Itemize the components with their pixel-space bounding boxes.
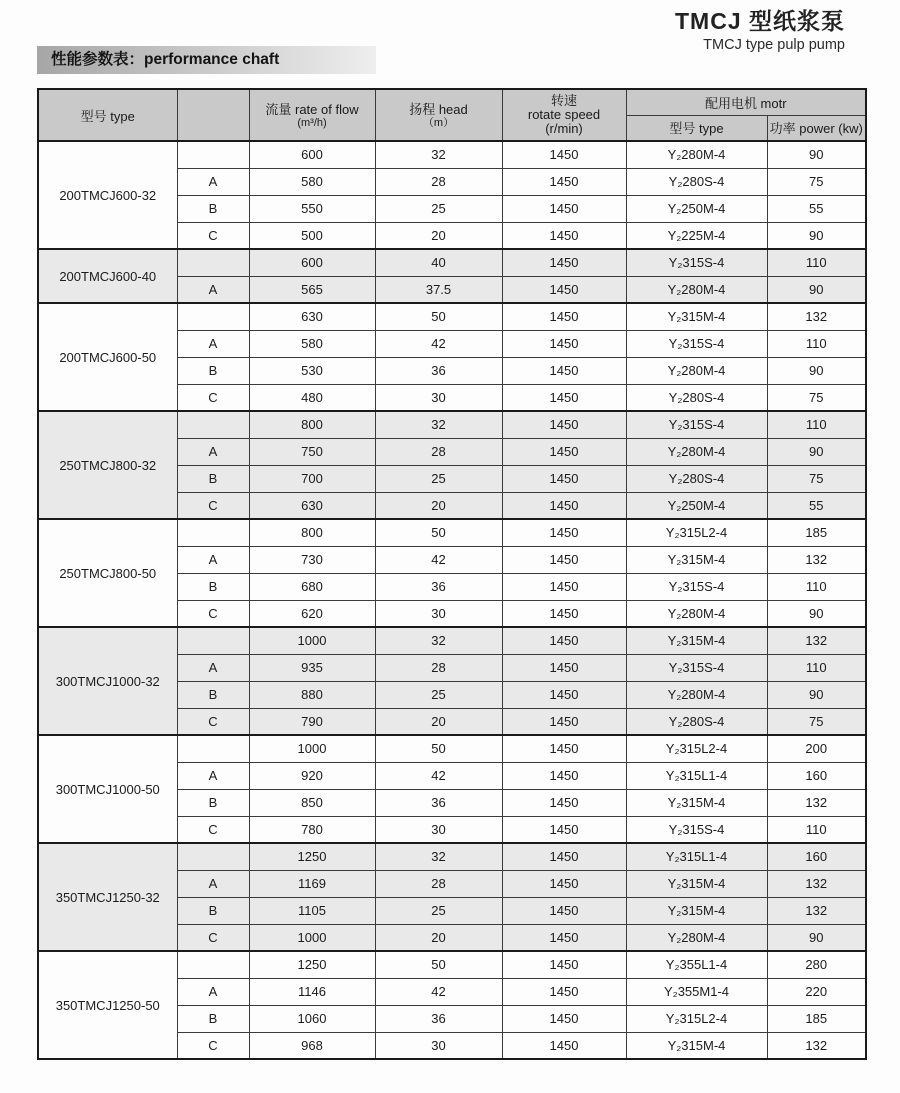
cell-power: 110 [767,330,866,357]
cell-motor: Y₂280S-4 [626,708,767,735]
cell-power: 160 [767,762,866,789]
cell-power: 110 [767,654,866,681]
cell-speed: 1450 [502,411,626,438]
cell-motor: Y₂315L2-4 [626,735,767,762]
cell-head: 28 [375,438,502,465]
cell-head: 36 [375,357,502,384]
cell-motor: Y₂315L1-4 [626,843,767,870]
cell-flow: 850 [249,789,375,816]
cell-power: 90 [767,600,866,627]
cell-head: 28 [375,654,502,681]
cell-speed: 1450 [502,1032,626,1059]
cell-flow: 1169 [249,870,375,897]
header-head-unit: （m） [422,116,455,129]
cell-flow: 880 [249,681,375,708]
cell-head: 20 [375,222,502,249]
cell-flow: 1000 [249,924,375,951]
header-variant [177,89,249,141]
cell-speed: 1450 [502,708,626,735]
cell-motor: Y₂280M-4 [626,141,767,168]
cell-variant: A [177,168,249,195]
cell-head: 30 [375,384,502,411]
header-speed-en: rotate speed [527,107,601,122]
cell-speed: 1450 [502,870,626,897]
cell-head: 20 [375,924,502,951]
cell-speed: 1450 [502,438,626,465]
table-row [38,141,866,168]
cell-flow: 920 [249,762,375,789]
cell-variant: A [177,276,249,303]
cell-power: 110 [767,249,866,276]
cell-speed: 1450 [502,141,626,168]
cell-power: 110 [767,816,866,843]
cell-head: 20 [375,708,502,735]
page-title: TMCJ 型纸浆泵 [675,8,845,34]
cell-flow: 935 [249,654,375,681]
cell-power: 200 [767,735,866,762]
cell-speed: 1450 [502,816,626,843]
cell-motor: Y₂315L1-4 [626,762,767,789]
cell-variant [177,627,249,654]
cell-head: 25 [375,195,502,222]
cell-variant [177,303,249,330]
cell-flow: 790 [249,708,375,735]
cell-motor: Y₂250M-4 [626,492,767,519]
cell-head: 36 [375,1005,502,1032]
cell-flow: 1250 [249,951,375,978]
cell-flow: 1250 [249,843,375,870]
cell-motor: Y₂315M-4 [626,546,767,573]
cell-motor: Y₂315S-4 [626,330,767,357]
cell-power: 280 [767,951,866,978]
header-motor-group: 配用电机 motr [626,89,866,115]
cell-motor: Y₂280S-4 [626,384,767,411]
header-speed-unit: (r/min) [545,121,583,136]
cell-motor: Y₂280S-4 [626,168,767,195]
model-cell: 250TMCJ800-32 [38,411,177,519]
cell-motor: Y₂315S-4 [626,411,767,438]
cell-head: 42 [375,330,502,357]
cell-flow: 1060 [249,1005,375,1032]
cell-head: 37.5 [375,276,502,303]
cell-speed: 1450 [502,195,626,222]
cell-motor: Y₂280M-4 [626,681,767,708]
model-cell: 200TMCJ600-32 [38,141,177,249]
header-head [375,89,502,141]
cell-head: 25 [375,465,502,492]
cell-speed: 1450 [502,735,626,762]
cell-motor: Y₂315L2-4 [626,1005,767,1032]
cell-motor: Y₂315M-4 [626,1032,767,1059]
cell-flow: 565 [249,276,375,303]
cell-variant: A [177,438,249,465]
cell-variant [177,141,249,168]
cell-motor: Y₂315M-4 [626,789,767,816]
cell-flow: 1000 [249,627,375,654]
cell-flow: 730 [249,546,375,573]
cell-speed: 1450 [502,1005,626,1032]
cell-flow: 630 [249,492,375,519]
cell-power: 90 [767,681,866,708]
cell-power: 110 [767,573,866,600]
cell-power: 75 [767,168,866,195]
cell-power: 132 [767,870,866,897]
cell-speed: 1450 [502,357,626,384]
cell-variant [177,951,249,978]
cell-head: 50 [375,519,502,546]
cell-variant: C [177,492,249,519]
cell-head: 28 [375,168,502,195]
header-flow-label: 流量 rate of flow [265,101,359,117]
cell-power: 132 [767,303,866,330]
cell-speed: 1450 [502,978,626,1005]
cell-power: 220 [767,978,866,1005]
header-motor-type: 型号 type [626,115,767,141]
model-cell: 200TMCJ600-50 [38,303,177,411]
cell-motor: Y₂280S-4 [626,465,767,492]
cell-head: 36 [375,789,502,816]
model-cell: 250TMCJ800-50 [38,519,177,627]
cell-variant [177,411,249,438]
cell-head: 50 [375,735,502,762]
cell-flow: 1105 [249,897,375,924]
cell-flow: 680 [249,573,375,600]
cell-variant: A [177,546,249,573]
cell-motor: Y₂315M-4 [626,897,767,924]
cell-motor: Y₂355L1-4 [626,951,767,978]
cell-motor: Y₂315M-4 [626,627,767,654]
cell-motor: Y₂315S-4 [626,249,767,276]
section-header [37,46,376,74]
cell-power: 75 [767,465,866,492]
cell-motor: Y₂250M-4 [626,195,767,222]
cell-head: 40 [375,249,502,276]
cell-head: 50 [375,303,502,330]
cell-power: 160 [767,843,866,870]
section-header-label: 性能参数表：performance chaft [51,51,280,68]
document-title-block [675,3,845,53]
cell-flow: 500 [249,222,375,249]
cell-variant: C [177,384,249,411]
cell-speed: 1450 [502,492,626,519]
cell-motor: Y₂280M-4 [626,276,767,303]
cell-variant: B [177,1005,249,1032]
cell-motor: Y₂315M-4 [626,303,767,330]
cell-speed: 1450 [502,303,626,330]
header-head-label: 扬程 head [409,101,468,117]
cell-speed: 1450 [502,465,626,492]
header-model: 型号 type [38,89,177,141]
table-row [38,249,866,276]
cell-flow: 1146 [249,978,375,1005]
cell-variant: B [177,357,249,384]
table-row [38,303,866,330]
table-row [38,951,866,978]
cell-variant: A [177,762,249,789]
cell-power: 90 [767,438,866,465]
cell-variant: B [177,897,249,924]
cell-power: 132 [767,897,866,924]
cell-power: 185 [767,1005,866,1032]
cell-variant: A [177,654,249,681]
cell-power: 55 [767,195,866,222]
cell-power: 132 [767,1032,866,1059]
cell-speed: 1450 [502,168,626,195]
cell-head: 30 [375,1032,502,1059]
cell-motor: Y₂315S-4 [626,816,767,843]
cell-motor: Y₂225M-4 [626,222,767,249]
cell-flow: 530 [249,357,375,384]
model-cell: 350TMCJ1250-50 [38,951,177,1059]
cell-variant [177,249,249,276]
cell-variant: A [177,870,249,897]
cell-speed: 1450 [502,600,626,627]
cell-flow: 1000 [249,735,375,762]
cell-speed: 1450 [502,897,626,924]
cell-power: 90 [767,357,866,384]
cell-head: 42 [375,762,502,789]
cell-power: 132 [767,789,866,816]
cell-variant: B [177,195,249,222]
table-row [38,843,866,870]
cell-motor: Y₂280M-4 [626,924,767,951]
model-cell: 200TMCJ600-40 [38,249,177,303]
cell-head: 50 [375,951,502,978]
cell-flow: 630 [249,303,375,330]
cell-variant [177,735,249,762]
cell-speed: 1450 [502,654,626,681]
cell-power: 75 [767,384,866,411]
cell-variant: B [177,573,249,600]
cell-power: 90 [767,222,866,249]
cell-flow: 800 [249,411,375,438]
cell-speed: 1450 [502,762,626,789]
cell-flow: 600 [249,249,375,276]
model-cell: 300TMCJ1000-32 [38,627,177,735]
cell-head: 42 [375,546,502,573]
cell-variant: B [177,789,249,816]
cell-speed: 1450 [502,384,626,411]
cell-head: 30 [375,600,502,627]
cell-flow: 968 [249,1032,375,1059]
cell-variant: C [177,924,249,951]
header-flow-unit: (m³/h) [297,116,327,129]
table-row [38,627,866,654]
cell-head: 42 [375,978,502,1005]
model-cell: 350TMCJ1250-32 [38,843,177,951]
cell-speed: 1450 [502,951,626,978]
cell-flow: 700 [249,465,375,492]
cell-power: 90 [767,924,866,951]
page-subtitle: TMCJ type pulp pump [703,37,845,53]
cell-motor: Y₂315S-4 [626,654,767,681]
cell-power: 132 [767,627,866,654]
cell-power: 75 [767,708,866,735]
cell-variant: B [177,681,249,708]
cell-head: 32 [375,411,502,438]
cell-variant: C [177,816,249,843]
cell-flow: 580 [249,330,375,357]
cell-motor: Y₂315L2-4 [626,519,767,546]
cell-speed: 1450 [502,573,626,600]
cell-speed: 1450 [502,843,626,870]
table-header [38,89,866,141]
cell-flow: 580 [249,168,375,195]
header-speed-cn: 转速 [550,93,577,108]
table-row [38,411,866,438]
cell-speed: 1450 [502,681,626,708]
cell-head: 28 [375,870,502,897]
cell-flow: 800 [249,519,375,546]
cell-variant [177,843,249,870]
cell-variant: A [177,330,249,357]
cell-variant [177,519,249,546]
cell-speed: 1450 [502,924,626,951]
cell-variant: B [177,465,249,492]
cell-speed: 1450 [502,789,626,816]
cell-power: 132 [767,546,866,573]
cell-power: 185 [767,519,866,546]
table-row [38,735,866,762]
cell-flow: 750 [249,438,375,465]
cell-motor: Y₂315M-4 [626,870,767,897]
cell-speed: 1450 [502,249,626,276]
cell-power: 55 [767,492,866,519]
cell-motor: Y₂280M-4 [626,600,767,627]
cell-head: 32 [375,843,502,870]
cell-speed: 1450 [502,627,626,654]
cell-variant: C [177,708,249,735]
cell-variant: C [177,1032,249,1059]
cell-variant: A [177,978,249,1005]
cell-speed: 1450 [502,519,626,546]
header-motor-power: 功率 power (kw) [767,115,866,141]
cell-variant: C [177,222,249,249]
cell-motor: Y₂280M-4 [626,438,767,465]
cell-head: 36 [375,573,502,600]
cell-head: 30 [375,816,502,843]
cell-flow: 600 [249,141,375,168]
cell-power: 110 [767,411,866,438]
cell-motor: Y₂315S-4 [626,573,767,600]
cell-motor: Y₂280M-4 [626,357,767,384]
cell-head: 25 [375,897,502,924]
cell-power: 90 [767,276,866,303]
cell-flow: 550 [249,195,375,222]
cell-flow: 780 [249,816,375,843]
performance-table [37,88,867,1060]
cell-head: 32 [375,627,502,654]
table-body [38,141,866,1059]
cell-speed: 1450 [502,330,626,357]
cell-speed: 1450 [502,546,626,573]
cell-power: 90 [767,141,866,168]
cell-speed: 1450 [502,222,626,249]
cell-variant: C [177,600,249,627]
model-cell: 300TMCJ1000-50 [38,735,177,843]
cell-head: 32 [375,141,502,168]
header-speed [502,89,626,141]
cell-head: 20 [375,492,502,519]
cell-flow: 620 [249,600,375,627]
cell-flow: 480 [249,384,375,411]
cell-head: 25 [375,681,502,708]
cell-speed: 1450 [502,276,626,303]
cell-motor: Y₂355M1-4 [626,978,767,1005]
table-row [38,519,866,546]
header-flow [249,89,375,141]
